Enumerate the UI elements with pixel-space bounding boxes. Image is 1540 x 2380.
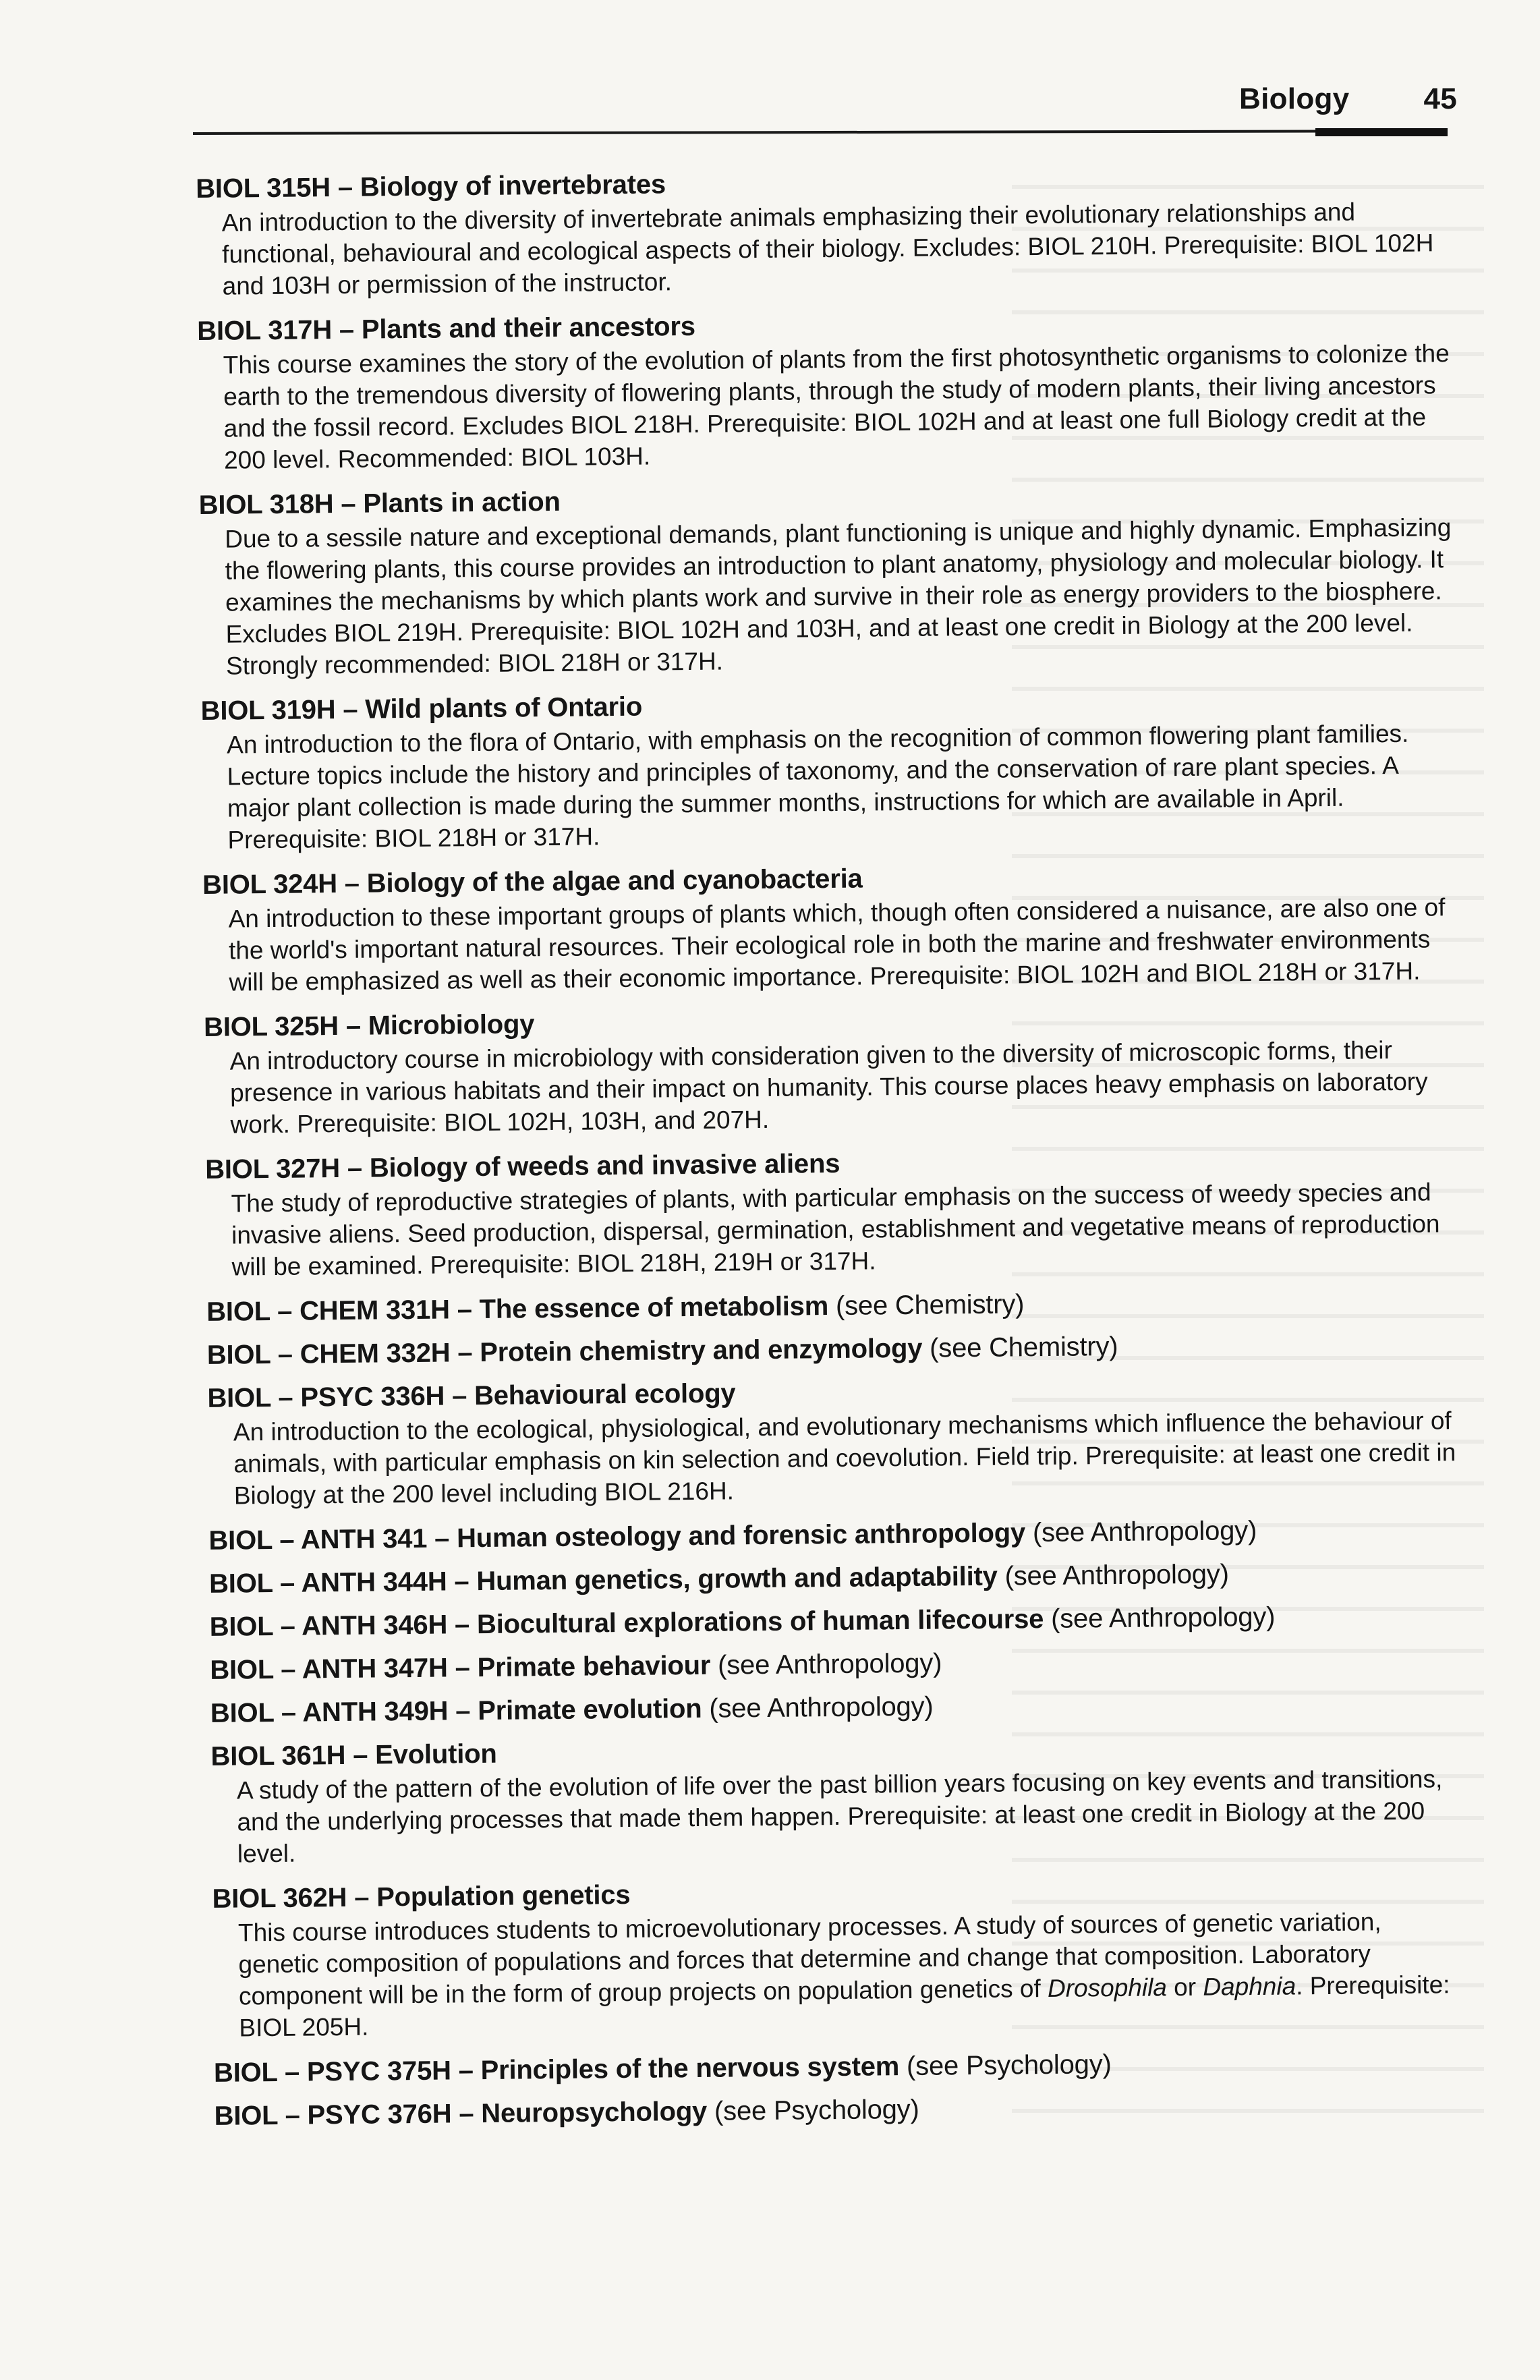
- see-reference: (see Anthropology): [717, 1648, 942, 1680]
- course-entry: [200, 682, 1456, 856]
- see-reference: (see Anthropology): [1004, 1559, 1229, 1591]
- header-rule: [193, 130, 1448, 135]
- course-title: BIOL 325H – Microbiology: [203, 1009, 535, 1042]
- see-reference: (see Psychology): [714, 2094, 919, 2126]
- course-title-text: BIOL – ANTH 341 – Human osteology and forensic anthropology: [208, 1518, 1026, 1556]
- course-listing: [196, 160, 1469, 2143]
- course-title-text: BIOL – PSYC 376H – Neuropsychology: [214, 2096, 708, 2131]
- description-text: This course introduces students to microevolutionary processes. A study of sources of genetic variation, genetic composition of populations and forces that determine and change that composition. Laboratory component will be in the form of group projects on population genetics of: [237, 1908, 1381, 2010]
- course-title-text: BIOL – PSYC 375H – Principles of the nervous system: [213, 2051, 900, 2088]
- course-title: [208, 1512, 1463, 1558]
- page-number: 45: [1423, 82, 1457, 115]
- see-reference: (see Chemistry): [835, 1289, 1025, 1321]
- course-entry: [199, 476, 1456, 682]
- course-entry: [205, 1141, 1461, 1283]
- course-title: [209, 1555, 1464, 1601]
- see-reference: (see Anthropology): [1050, 1602, 1276, 1634]
- description-text: . Prerequisite: BIOL 205H.: [239, 1971, 1450, 2042]
- course-description: An introduction to the ecological, physiological, and evolutionary mechanisms which influence the behaviour of animals, with particular emphasis on kin selection and coevolution. Field trip. Prerequisite: at least one credit in Biology at the 200 level including BIOL 216H.: [233, 1407, 1456, 1510]
- see-reference: (see Anthropology): [709, 1691, 934, 1724]
- course-title: BIOL 317H – Plants and their ancestors: [197, 311, 696, 346]
- cross-listed-entry: [210, 1641, 1464, 1687]
- header-rule-accent: [1315, 128, 1448, 136]
- see-reference: (see Anthropology): [1032, 1515, 1257, 1548]
- course-title-text: BIOL – ANTH 349H – Primate evolution: [210, 1693, 702, 1728]
- course-description: An introduction to the flora of Ontario, with emphasis on the recognition of common flowering plant families. Lecture topics include the history and principles of taxonomy, and the conservation of rare plant species. A major plant collection is made during the summer months, instructions for which are available in April. Prerequisite: BIOL 218H or 317H.: [226, 719, 1409, 854]
- course-title: BIOL 319H – Wild plants of Ontario: [200, 691, 643, 726]
- course-description: A study of the pattern of the evolution of life over the past billion years focusing on key events and transitions, and the underlying processes that made them happen. Prerequisite: at least one credit in Biology at the 200 level.: [236, 1765, 1443, 1868]
- course-title: BIOL 324H – Biology of the algae and cyanobacteria: [202, 863, 863, 900]
- course-title: BIOL 327H – Biology of weeds and invasive aliens: [204, 1148, 840, 1185]
- course-description: An introduction to these important groups of plants which, though often considered a nuisance, are also one of the world's important natural resources. Their ecological role in both the marine and freshwater environments will be emphasized as well as their economic importance. Prerequisite: BIOL 102H and BIOL 218H or 317H.: [228, 893, 1446, 996]
- course-title: [214, 2044, 1468, 2090]
- course-entry: [196, 160, 1452, 302]
- see-reference: (see Chemistry): [929, 1331, 1118, 1363]
- cross-listed-entry: [210, 1684, 1465, 1730]
- course-entry: [202, 856, 1458, 998]
- cross-listed-entry: [209, 1598, 1464, 1644]
- genus-name: Daphnia: [1203, 1972, 1296, 2001]
- course-title-text: BIOL – ANTH 344H – Human genetics, growth and adaptability: [208, 1561, 998, 1599]
- running-header: [1079, 76, 1457, 123]
- course-title-text: BIOL – ANTH 346H – Biocultural explorations of human lifecourse: [209, 1604, 1044, 1642]
- course-description: [212, 1905, 1468, 2044]
- course-description: This course examines the story of the evolution of plants from the first photosynthetic organisms to colonize the earth to the tremendous diversity of flowering plants, through the study of modern plants, their living ancestors and the fossil record. Excludes BIOL 218H. Prerequisite: BIOL 102H and at least one full Biology credit at the 200 level. Recommended: BIOL 103H.: [223, 339, 1450, 474]
- course-title-text: BIOL – ANTH 347H – Primate behaviour: [210, 1650, 711, 1685]
- course-title: BIOL 362H – Population genetics: [212, 1879, 631, 1914]
- course-title: BIOL 318H – Plants in action: [198, 486, 561, 520]
- course-description: An introductory course in microbiology with consideration given to the diversity of microscopic forms, their presence in various habitats and their impact on humanity. This course places heavy emphasis on laboratory work. Prerequisite: BIOL 102H, 103H, and 207H.: [229, 1036, 1428, 1139]
- see-reference: (see Psychology): [906, 2049, 1112, 2082]
- course-title: [207, 1326, 1462, 1372]
- course-title: [210, 1641, 1464, 1687]
- course-title: BIOL 315H – Biology of invertebrates: [196, 169, 666, 204]
- course-entry: [207, 1369, 1463, 1512]
- course-entry: [210, 1728, 1466, 1870]
- course-title: [206, 1283, 1461, 1329]
- course-title-text: BIOL – CHEM 332H – Protein chemistry and enzymology: [206, 1333, 923, 1370]
- course-description: An introduction to the diversity of invertebrate animals emphasizing their evolutionary relationships and functional, behavioural and ecological aspects of their biology. Excludes: BIOL 210H. Prerequisite: BIOL 102H and 103H or permission of the instructor.: [221, 198, 1434, 300]
- cross-listed-entry: [214, 2087, 1468, 2133]
- course-title: [209, 1598, 1464, 1644]
- course-title: [214, 2087, 1468, 2133]
- course-entry: [204, 998, 1460, 1141]
- course-description: Due to a sessile nature and exceptional demands, plant functioning is unique and highly dynamic. Emphasizing the flowering plants, this course provides an introduction to plant anatomy, physiology and molecular biology. It examines the mechanisms by which plants work and survive in their role as energy providers to the biosphere. Excludes BIOL 219H. Prerequisite: BIOL 102H and 103H, and at least one credit in Biology at the 200 level. Strongly recommended: BIOL 218H or 317H.: [225, 513, 1452, 680]
- cross-listed-entry: [214, 2044, 1468, 2090]
- cross-listed-entry: [208, 1512, 1463, 1558]
- course-entry: [212, 1870, 1468, 2044]
- cross-listed-entry: [207, 1326, 1462, 1372]
- course-title: BIOL – PSYC 336H – Behavioural ecology: [207, 1378, 736, 1413]
- course-title-text: BIOL – CHEM 331H – The essence of metabolism: [206, 1291, 829, 1327]
- genus-name: Drosophila: [1047, 1973, 1168, 2002]
- section-title: Biology: [1239, 82, 1350, 115]
- course-entry: [197, 302, 1453, 476]
- description-text: or: [1166, 1973, 1203, 2002]
- cross-listed-entry: [206, 1283, 1461, 1329]
- course-description: The study of reproductive strategies of plants, with particular emphasis on the success of weedy species and invasive aliens. Seed production, dispersal, germination, establishment and vegetative means of reproduction will be examined. Prerequisite: BIOL 218H, 219H or 317H.: [231, 1178, 1440, 1281]
- course-title: [210, 1684, 1465, 1730]
- cross-listed-entry: [209, 1555, 1464, 1601]
- course-title: BIOL 361H – Evolution: [210, 1738, 497, 1772]
